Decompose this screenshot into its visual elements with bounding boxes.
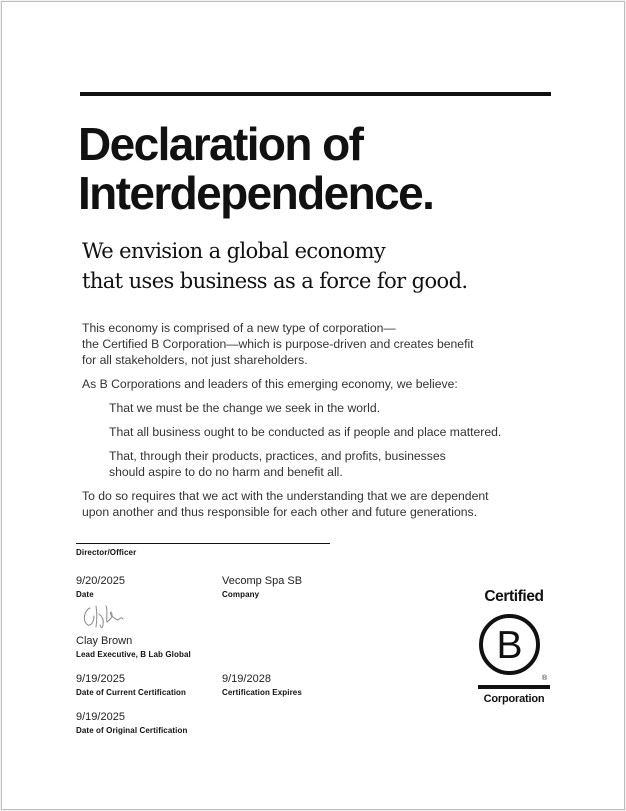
title-line: Declaration of: [78, 118, 363, 170]
declaration-title: [78, 120, 433, 218]
belief-line: That all business ought to be conducted as if people and place mattered.: [109, 425, 502, 439]
date-value: 9/20/2025: [76, 575, 125, 587]
top-rule: [80, 92, 551, 96]
closing-line: To do so requires that we act with the understanding that we are dependent: [82, 489, 489, 503]
b-circle-icon: [478, 613, 541, 676]
belief-line: That we must be the change we seek in the world.: [109, 401, 380, 415]
handwritten-signature: [80, 600, 124, 630]
believe-paragraph: As B Corporations and leaders of this emerging economy, we believe:: [82, 377, 458, 391]
lead-executive-title: Lead Executive, B Lab Global: [76, 650, 191, 659]
subtitle-line: We envision a global economy: [82, 239, 386, 263]
closing-line: upon another and thus responsible for each other and future generations.: [82, 505, 478, 519]
belief-item: [109, 400, 552, 416]
belief-item: [109, 424, 552, 440]
logo-corporation-text: Corporation: [483, 693, 545, 705]
original-certification-date: 9/19/2025: [76, 711, 125, 723]
current-certification-label: Date of Current Certification: [76, 688, 187, 697]
certification-expires-date: 9/19/2028: [222, 673, 271, 685]
date-label: Date: [76, 590, 94, 599]
certification-expires-label: Certification Expires: [222, 688, 302, 697]
company-value: Vecomp Spa SB: [222, 575, 303, 587]
intro-line: This economy is comprised of a new type of corporation—: [82, 321, 396, 335]
subtitle-line: that uses business as a force for good.: [82, 269, 468, 293]
director-signature-line: [76, 543, 330, 544]
certified-b-corporation-logo: [476, 588, 552, 710]
registered-mark: ®: [542, 675, 548, 682]
intro-line: the Certified B Corporation—which is purpose-driven and creates benefit: [82, 337, 474, 351]
logo-certified-text: Certified: [484, 588, 544, 605]
belief-item: [109, 448, 552, 480]
lead-executive-name: Clay Brown: [76, 635, 133, 647]
logo-b-letter: B: [496, 624, 523, 667]
logo-bar: [478, 685, 550, 689]
belief-line: should aspire to do no harm and benefit all.: [109, 465, 343, 479]
director-label: Director/Officer: [76, 548, 137, 557]
title-line: Interdependence.: [78, 167, 434, 219]
intro-line: for all stakeholders, not just shareholders.: [82, 353, 308, 367]
closing-paragraph: [82, 488, 552, 520]
current-certification-date: 9/19/2025: [76, 673, 125, 685]
company-label: Company: [222, 590, 260, 599]
belief-line: That, through their products, practices, and profits, businesses: [109, 449, 446, 463]
intro-paragraph: [82, 320, 552, 368]
original-certification-label: Date of Original Certification: [76, 726, 188, 735]
certificate-page: [1, 1, 625, 810]
declaration-subtitle: [82, 236, 468, 296]
declaration-body: [82, 320, 552, 520]
